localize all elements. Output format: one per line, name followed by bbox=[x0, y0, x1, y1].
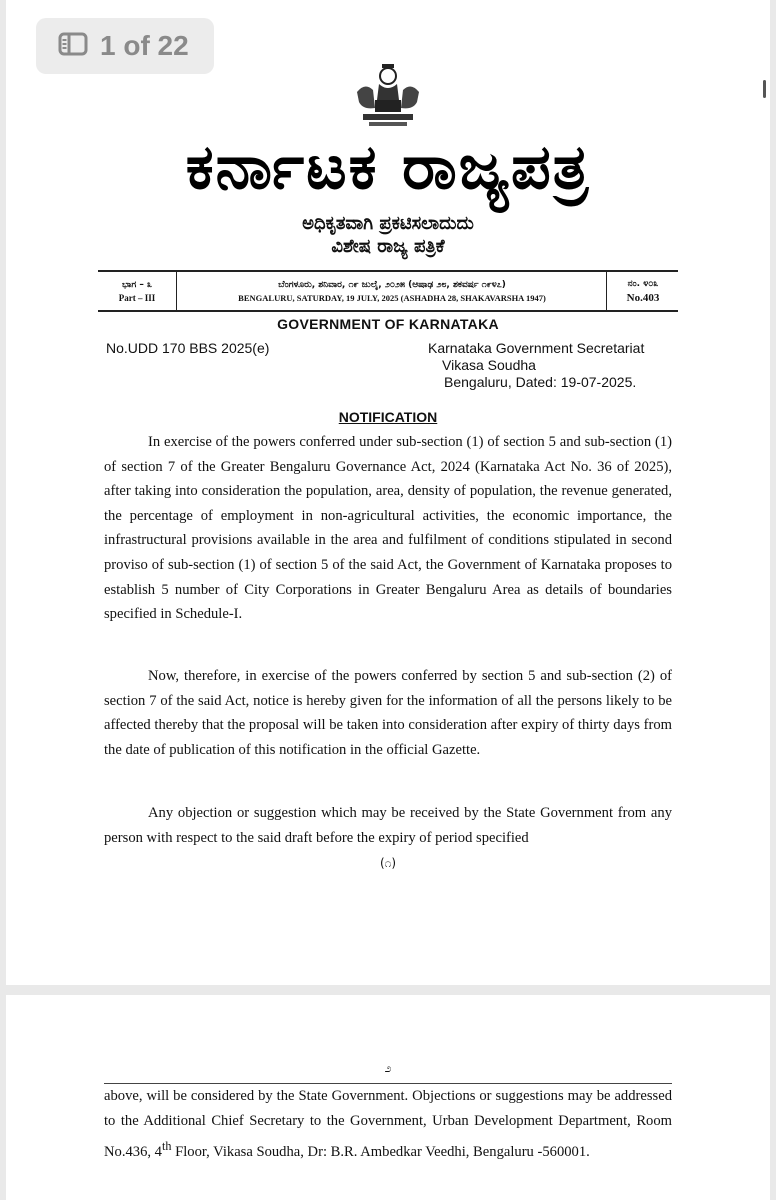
gazette-subtitle-official: ಅಧಿಕೃತವಾಗಿ ಪ್ರಕಟಿಸಲಾದುದು bbox=[302, 213, 474, 234]
office-line-2: Vikasa Soudha bbox=[442, 357, 536, 373]
paragraph-4 bbox=[104, 1084, 672, 1165]
paragraph-2: Now, therefore, in exercise of the powers conferred by section 5 and sub-section (2) of section 7 of the said Act, notice is hereby given for the information of all the persons likely to be affected thereby that the proposal will be taken into consideration after expiry of thirty days from the date of publication of this notification in the official Gazette. bbox=[104, 668, 672, 758]
scroll-indicator[interactable] bbox=[763, 80, 766, 98]
gazette-title: ಕರ್ನಾಟಕ ರಾಜ್ಯಪತ್ರ bbox=[185, 130, 591, 203]
page-2-number: ೨ bbox=[384, 1061, 392, 1075]
gazette-subtitle-extraordinary: ವಿಶೇಷ ರಾಜ್ಯ ಪತ್ರಿಕೆ bbox=[331, 236, 445, 257]
issue-part-kannada: ಭಾಗ – ೩ bbox=[122, 279, 152, 290]
issue-number-kannada: ನಂ. ೪೦೩ bbox=[627, 278, 659, 289]
issue-number-english: No.403 bbox=[626, 291, 660, 304]
issue-date bbox=[178, 272, 607, 310]
issue-info-bar bbox=[98, 270, 678, 312]
paragraph-4-text-b: Floor, Vikasa Soudha, Dr: B.R. Ambedkar Veedhi, Bengaluru -560001. bbox=[171, 1143, 590, 1160]
office-line-1: Karnataka Government Secretariat bbox=[428, 340, 645, 356]
page-1-number: (೧) bbox=[379, 856, 397, 870]
sidebar-icon bbox=[58, 32, 88, 60]
issue-number bbox=[608, 272, 678, 310]
page-indicator-button[interactable] bbox=[36, 18, 214, 74]
paragraph-4-text-a: above, will be considered by the State Government. Objections or suggestions may be addressed to the Additional Chief Secretary to the Government, Urban Development Department, Room No.436, 4 bbox=[104, 1088, 672, 1160]
paragraph-4-superscript: th bbox=[161, 1139, 172, 1153]
notification-heading: NOTIFICATION bbox=[338, 409, 438, 425]
issue-part-english: Part – III bbox=[118, 292, 156, 303]
government-heading: GOVERNMENT OF KARNATAKA bbox=[277, 316, 499, 332]
page-indicator-label: 1 of 22 bbox=[100, 30, 189, 61]
office-address bbox=[428, 340, 644, 391]
office-line-3: Bengaluru, Dated: 19-07-2025. bbox=[444, 374, 637, 390]
issue-date-kannada: ಬೆಂಗಳೂರು, ಶನಿವಾರ, ೧೯ ಜುಲೈ, ೨೦೨೫ (ಆಷಾಢ ೨೮, ಶಕವರ್ಷ ೧೯೪೭) bbox=[278, 279, 506, 290]
issue-part bbox=[98, 272, 177, 310]
paragraph-3: Any objection or suggestion which may be received by the State Government from any person with respect to the said draft before the expiry of period specified bbox=[104, 805, 672, 846]
reference-number: No.UDD 170 BBS 2025(e) bbox=[106, 340, 270, 356]
gazette-page-1 bbox=[6, 0, 770, 985]
gazette-page-2 bbox=[6, 995, 770, 1200]
issue-date-english: BENGALURU, SATURDAY, 19 JULY, 2025 (ASHADHA 28, SHAKAVARSHA 1947) bbox=[238, 292, 546, 303]
paragraph-1: In exercise of the powers conferred under sub-section (1) of section 5 and sub-section (1) of section 7 of the Greater Bengaluru Governance Act, 2024 (Karnataka Act No. 36 of 2025), after taking into consideration the population, area, density of population, the revenue generated, the percentage of employment in non-agricultural activities, the economic importance, the infrastructural provisions available in the area and fulfilment of conditions stipulated in second proviso of sub-section (1) of section 5 of the said Act, the Government of Karnataka proposes to establish 5 number of City Corporations in Greater Bengaluru Area as details of boundaries specified in Schedule-I. bbox=[104, 434, 672, 623]
